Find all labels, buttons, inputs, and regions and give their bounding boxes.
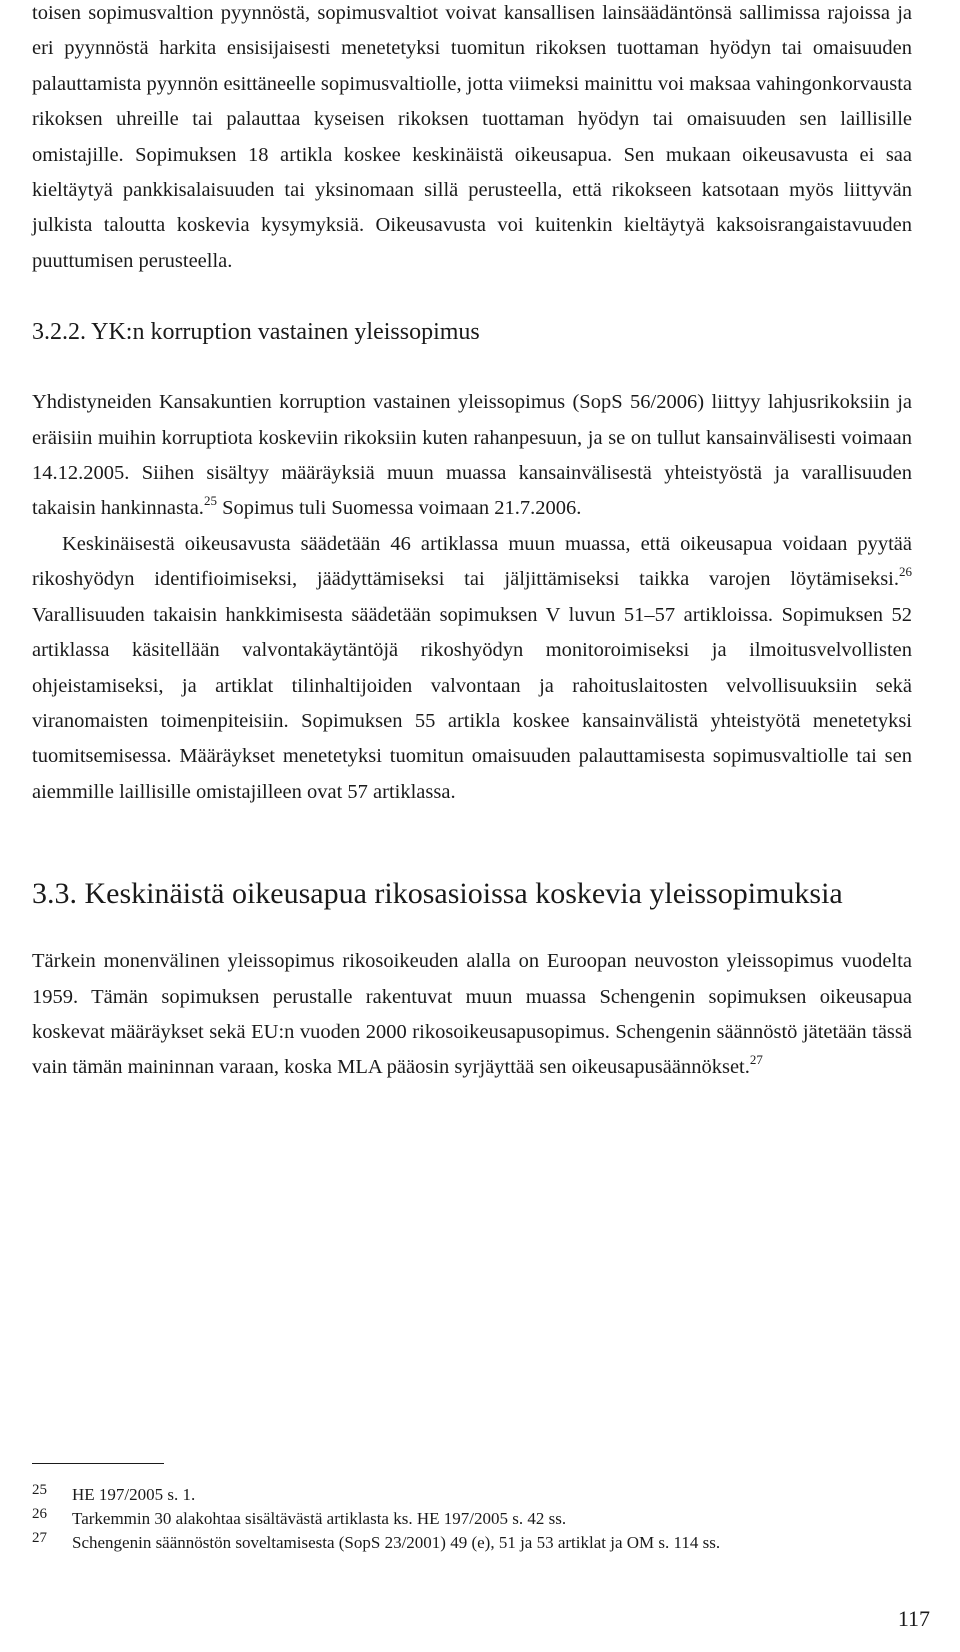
footnote-25 [32,1483,912,1507]
footnote-text: Schengenin säännöstön soveltamisesta (SopS 23/2001) 49 (e), 51 ja 53 artiklat ja OM s. 114 ss. [72,1533,721,1552]
section-3-2-2-paragraph-2 [32,527,912,810]
footnote-27 [32,1531,912,1555]
footnote-number: 25 [32,1482,47,1498]
paragraph-text: Tärkein monenvälinen yleissopimus rikosoikeuden alalla on Euroopan neuvoston yleissopimus vuodelta 1959. Tämän sopimuksen perustalle rakentuvat muun muassa Schengenin sopimuksen oikeusapua koskevat määräykset sekä EU:n vuoden 2000 rikosoikeusapusopimus. Schengenin säännöstö jätetään tässä vain tämän maininnan varaan, koska MLA pääosin syrjäyttää sen oikeusapusäännökset. [32,950,912,1079]
section-heading-3-2-2: 3.2.2. YK:n korruption vastainen yleissopimus [32,319,480,346]
paragraph-text: Keskinäisestä oikeusavusta säädetään 46 artiklassa muun muassa, että oikeusapua voidaan pyytää rikoshyödyn identifioimiseksi, jäädyttämiseksi tai jäljittämiseksi taikka varojen löytämiseksi. [32,532,912,591]
footnotes [32,1483,912,1555]
footnote-26 [32,1507,912,1531]
intro-paragraph: toisen sopimusvaltion pyynnöstä, sopimusvaltiot voivat kansallisen lainsäädäntönsä sallimissa rajoissa ja eri pyynnöstä harkita ensisijaisesti menetetyksi tuomitun rikoksen tuottaman hyödyn tai omaisuuden palauttamista pyynnön esittäneelle sopimusvaltiolle, jotta viimeksi mainittu voi maksaa vahingonkorvausta rikoksen uhreille tai palauttaa kyseisen rikoksen tuottaman hyödyn tai omaisuuden sen laillisille omistajille. Sopimuksen 18 artikla koskee keskinäistä oikeusapua. Sen mukaan oikeusavusta ei saa kieltäytyä pankkisalaisuuden tai yksinomaan sillä perusteella, että rikokseen katsotaan myös liittyvän julkista taloutta koskevia kysymyksiä. Oikeusavusta voi kuitenkin kieltäytyä kaksoisrangaistavuuden puuttumisen perusteella. [32,2,912,272]
paragraph-text: Yhdistyneiden Kansakuntien korruption vastainen yleissopimus (SopS 56/2006) liittyy lahjusrikoksiin ja eräisiin muihin korruptiota koskeviin rikoksiin kuten rahanpesuun, ja se on tullut kansainvälisesti voimaan 14.12.2005. Siihen sisältyy määräyksiä muun muassa kansainvälisestä yhteistyöstä ja varallisuuden takaisin hankinnasta. [32,391,912,520]
footnote-ref-26[interactable]: 26 [899,564,912,580]
page-number: 117 [897,1606,930,1631]
footnote-divider [32,1463,164,1464]
page-content [32,0,912,1086]
footnote-ref-25[interactable]: 25 [203,493,217,509]
footnote-text: HE 197/2005 s. 1. [72,1485,196,1504]
footnote-text: Tarkemmin 30 alakohtaa sisältävästä artiklasta ks. HE 197/2005 s. 42 ss. [72,1509,567,1528]
footnote-ref-27[interactable]: 27 [749,1052,763,1068]
section-3-3-paragraph-1 [32,944,912,1086]
paragraph-text-tail: Sopimus tuli Suomessa voimaan 21.7.2006. [216,497,582,520]
paragraph-text-tail: Varallisuuden takaisin hankkimisesta säädetään sopimuksen V luvun 51–57 artikloissa. Sopimuksen 52 artiklassa käsitellään valvontakäytäntöjä rikoshyödyn monitoroimiseksi ja ilmoitusvelvollisten ohjeistamiseksi, ja artiklat tilinhaltijoiden valvontaan ja rahoituslaitosten velvollisuuksiin sekä viranomaisten toimenpiteisiin. Sopimuksen 55 artikla koskee kansainvälistä yhteistyötä menetetyksi tuomitsemisessa. Määräykset menetetyksi tuomitun omaisuuden palauttamisesta sopimusvaltiolle tai sen aiemmille laillisille omistajilleen ovat 57 artiklassa. [32,603,912,803]
section-3-2-2-paragraph-1 [32,385,912,527]
footnote-number: 26 [32,1506,47,1522]
section-heading-3-3: 3.3. Keskinäistä oikeusapua rikosasioissa koskevia yleissopimuksia [32,877,843,911]
footnote-number: 27 [32,1530,47,1546]
